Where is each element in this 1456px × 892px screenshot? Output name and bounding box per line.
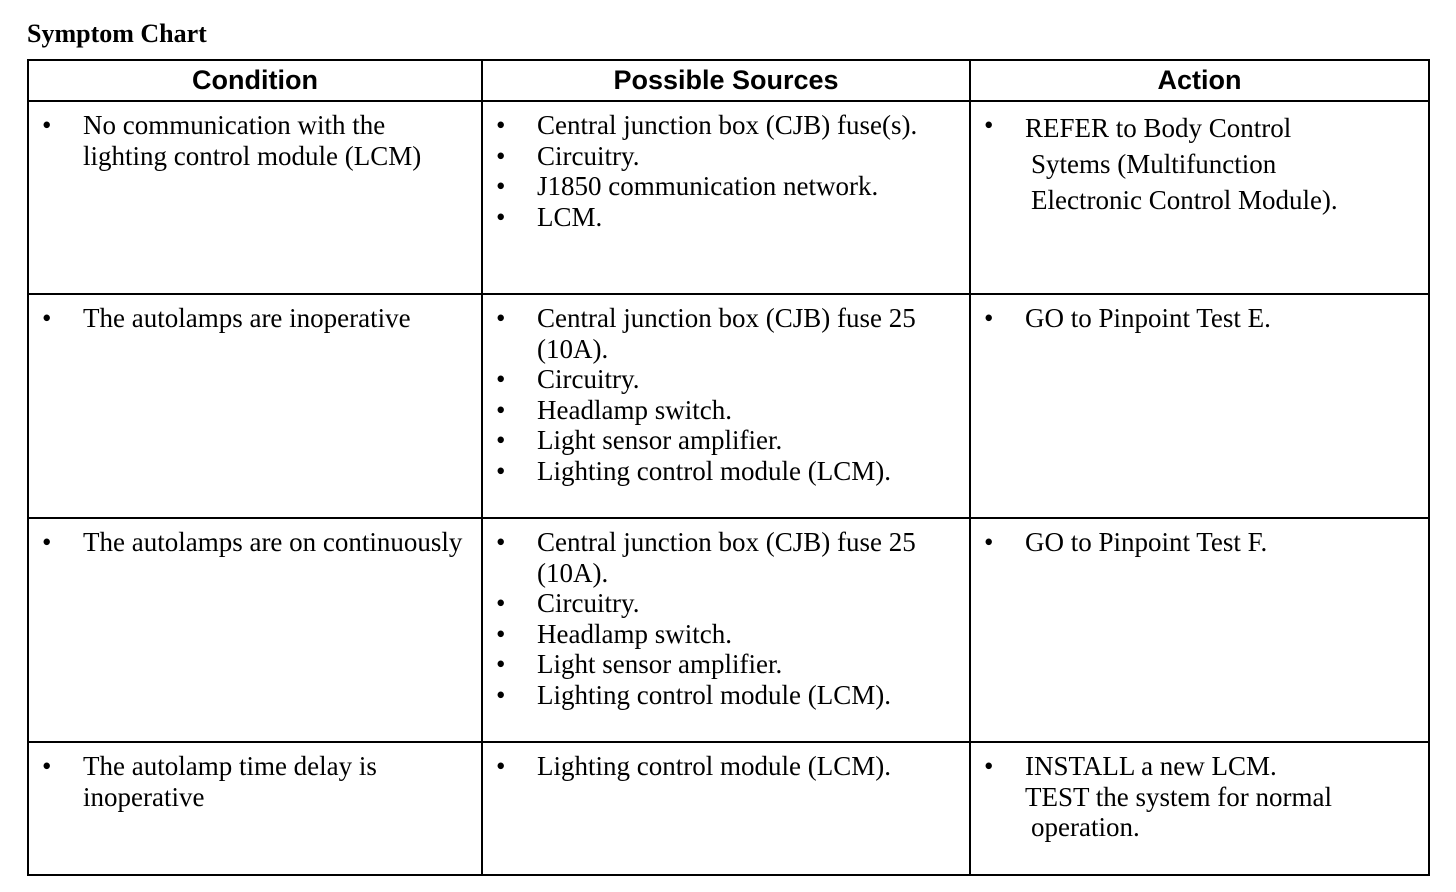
list-item: • Circuitry. bbox=[496, 364, 640, 394]
bullet-icon: • bbox=[496, 455, 506, 486]
bullet-icon: • bbox=[984, 527, 994, 557]
list-item: • Headlamp switch. bbox=[496, 394, 732, 425]
condition-cell bbox=[28, 742, 482, 875]
list-item: • Light sensor amplifier. bbox=[496, 425, 783, 455]
action-cell bbox=[970, 742, 1429, 875]
list-item: • Central junction box (CJB) fuse(s). bbox=[496, 110, 918, 140]
bullet-icon: • bbox=[496, 171, 506, 201]
list-item: • Central junction box (CJB) fuse 25 (10A). bbox=[496, 527, 916, 588]
table-header-row bbox=[28, 60, 1429, 101]
bullet-icon: • bbox=[496, 140, 506, 171]
action-cell bbox=[970, 294, 1429, 518]
bullet-icon: • bbox=[496, 394, 506, 425]
list-item: • Central junction box (CJB) fuse 25 (10A). bbox=[496, 303, 916, 364]
list-item: • GO to Pinpoint Test F. bbox=[984, 527, 1268, 557]
bullet-icon: • bbox=[496, 527, 506, 557]
bullet-icon: • bbox=[984, 751, 994, 781]
bullet-icon: • bbox=[496, 751, 506, 781]
sources-cell bbox=[482, 101, 970, 294]
list-item: • Lighting control module (LCM). bbox=[496, 455, 891, 486]
page-title: Symptom Chart bbox=[27, 19, 207, 48]
table-row bbox=[28, 518, 1429, 742]
action-cell bbox=[970, 518, 1429, 742]
condition-cell bbox=[28, 518, 482, 742]
list-item: • REFER to Body Control Sytems (Multifunction Electronic Control Module). bbox=[971, 110, 1422, 218]
list-item: • LCM. bbox=[496, 201, 603, 232]
list-item: • Lighting control module (LCM). bbox=[496, 751, 891, 781]
column-header-condition: Condition bbox=[28, 60, 482, 101]
condition-cell bbox=[28, 101, 482, 294]
sources-cell bbox=[482, 294, 970, 518]
bullet-icon: • bbox=[496, 618, 506, 649]
list-item: • INSTALL a new LCM. TEST the system for normal operation. bbox=[984, 751, 1332, 842]
bullet-icon: • bbox=[496, 679, 506, 710]
list-item: • Lighting control module (LCM). bbox=[496, 679, 891, 710]
bullet-icon: • bbox=[984, 110, 994, 140]
bullet-icon: • bbox=[496, 110, 506, 140]
symptom-table bbox=[27, 59, 1430, 876]
table-row bbox=[28, 742, 1429, 875]
table-row bbox=[28, 294, 1429, 518]
bullet-icon: • bbox=[496, 588, 506, 618]
bullet-icon: • bbox=[496, 364, 506, 394]
bullet-icon: • bbox=[984, 303, 994, 333]
bullet-icon: • bbox=[42, 751, 52, 781]
bullet-icon: • bbox=[496, 649, 506, 679]
list-item: • GO to Pinpoint Test E. bbox=[984, 303, 1271, 333]
list-item: • Light sensor amplifier. bbox=[496, 649, 783, 679]
list-item: • The autolamps are inoperative bbox=[42, 303, 411, 333]
action-cell bbox=[970, 101, 1429, 294]
column-header-action: Action bbox=[970, 60, 1429, 101]
list-item: • J1850 communication network. bbox=[496, 171, 879, 201]
column-header-possible-sources: Possible Sources bbox=[482, 60, 970, 101]
bullet-icon: • bbox=[42, 527, 52, 557]
bullet-icon: • bbox=[42, 110, 52, 140]
list-item: • Headlamp switch. bbox=[496, 618, 732, 649]
list-item: • Circuitry. bbox=[496, 588, 640, 618]
bullet-icon: • bbox=[496, 425, 506, 455]
table-row bbox=[28, 101, 1429, 294]
bullet-icon: • bbox=[496, 201, 506, 232]
sources-cell bbox=[482, 742, 970, 875]
list-item: • The autolamp time delay is inoperative bbox=[42, 751, 377, 812]
list-item: • Circuitry. bbox=[496, 140, 640, 171]
bullet-icon: • bbox=[496, 303, 506, 333]
condition-cell bbox=[28, 294, 482, 518]
list-item: • The autolamps are on continuously bbox=[42, 527, 463, 557]
bullet-icon: • bbox=[42, 303, 52, 333]
sources-cell bbox=[482, 518, 970, 742]
list-item: • No communication with the lighting control module (LCM) bbox=[42, 110, 422, 171]
